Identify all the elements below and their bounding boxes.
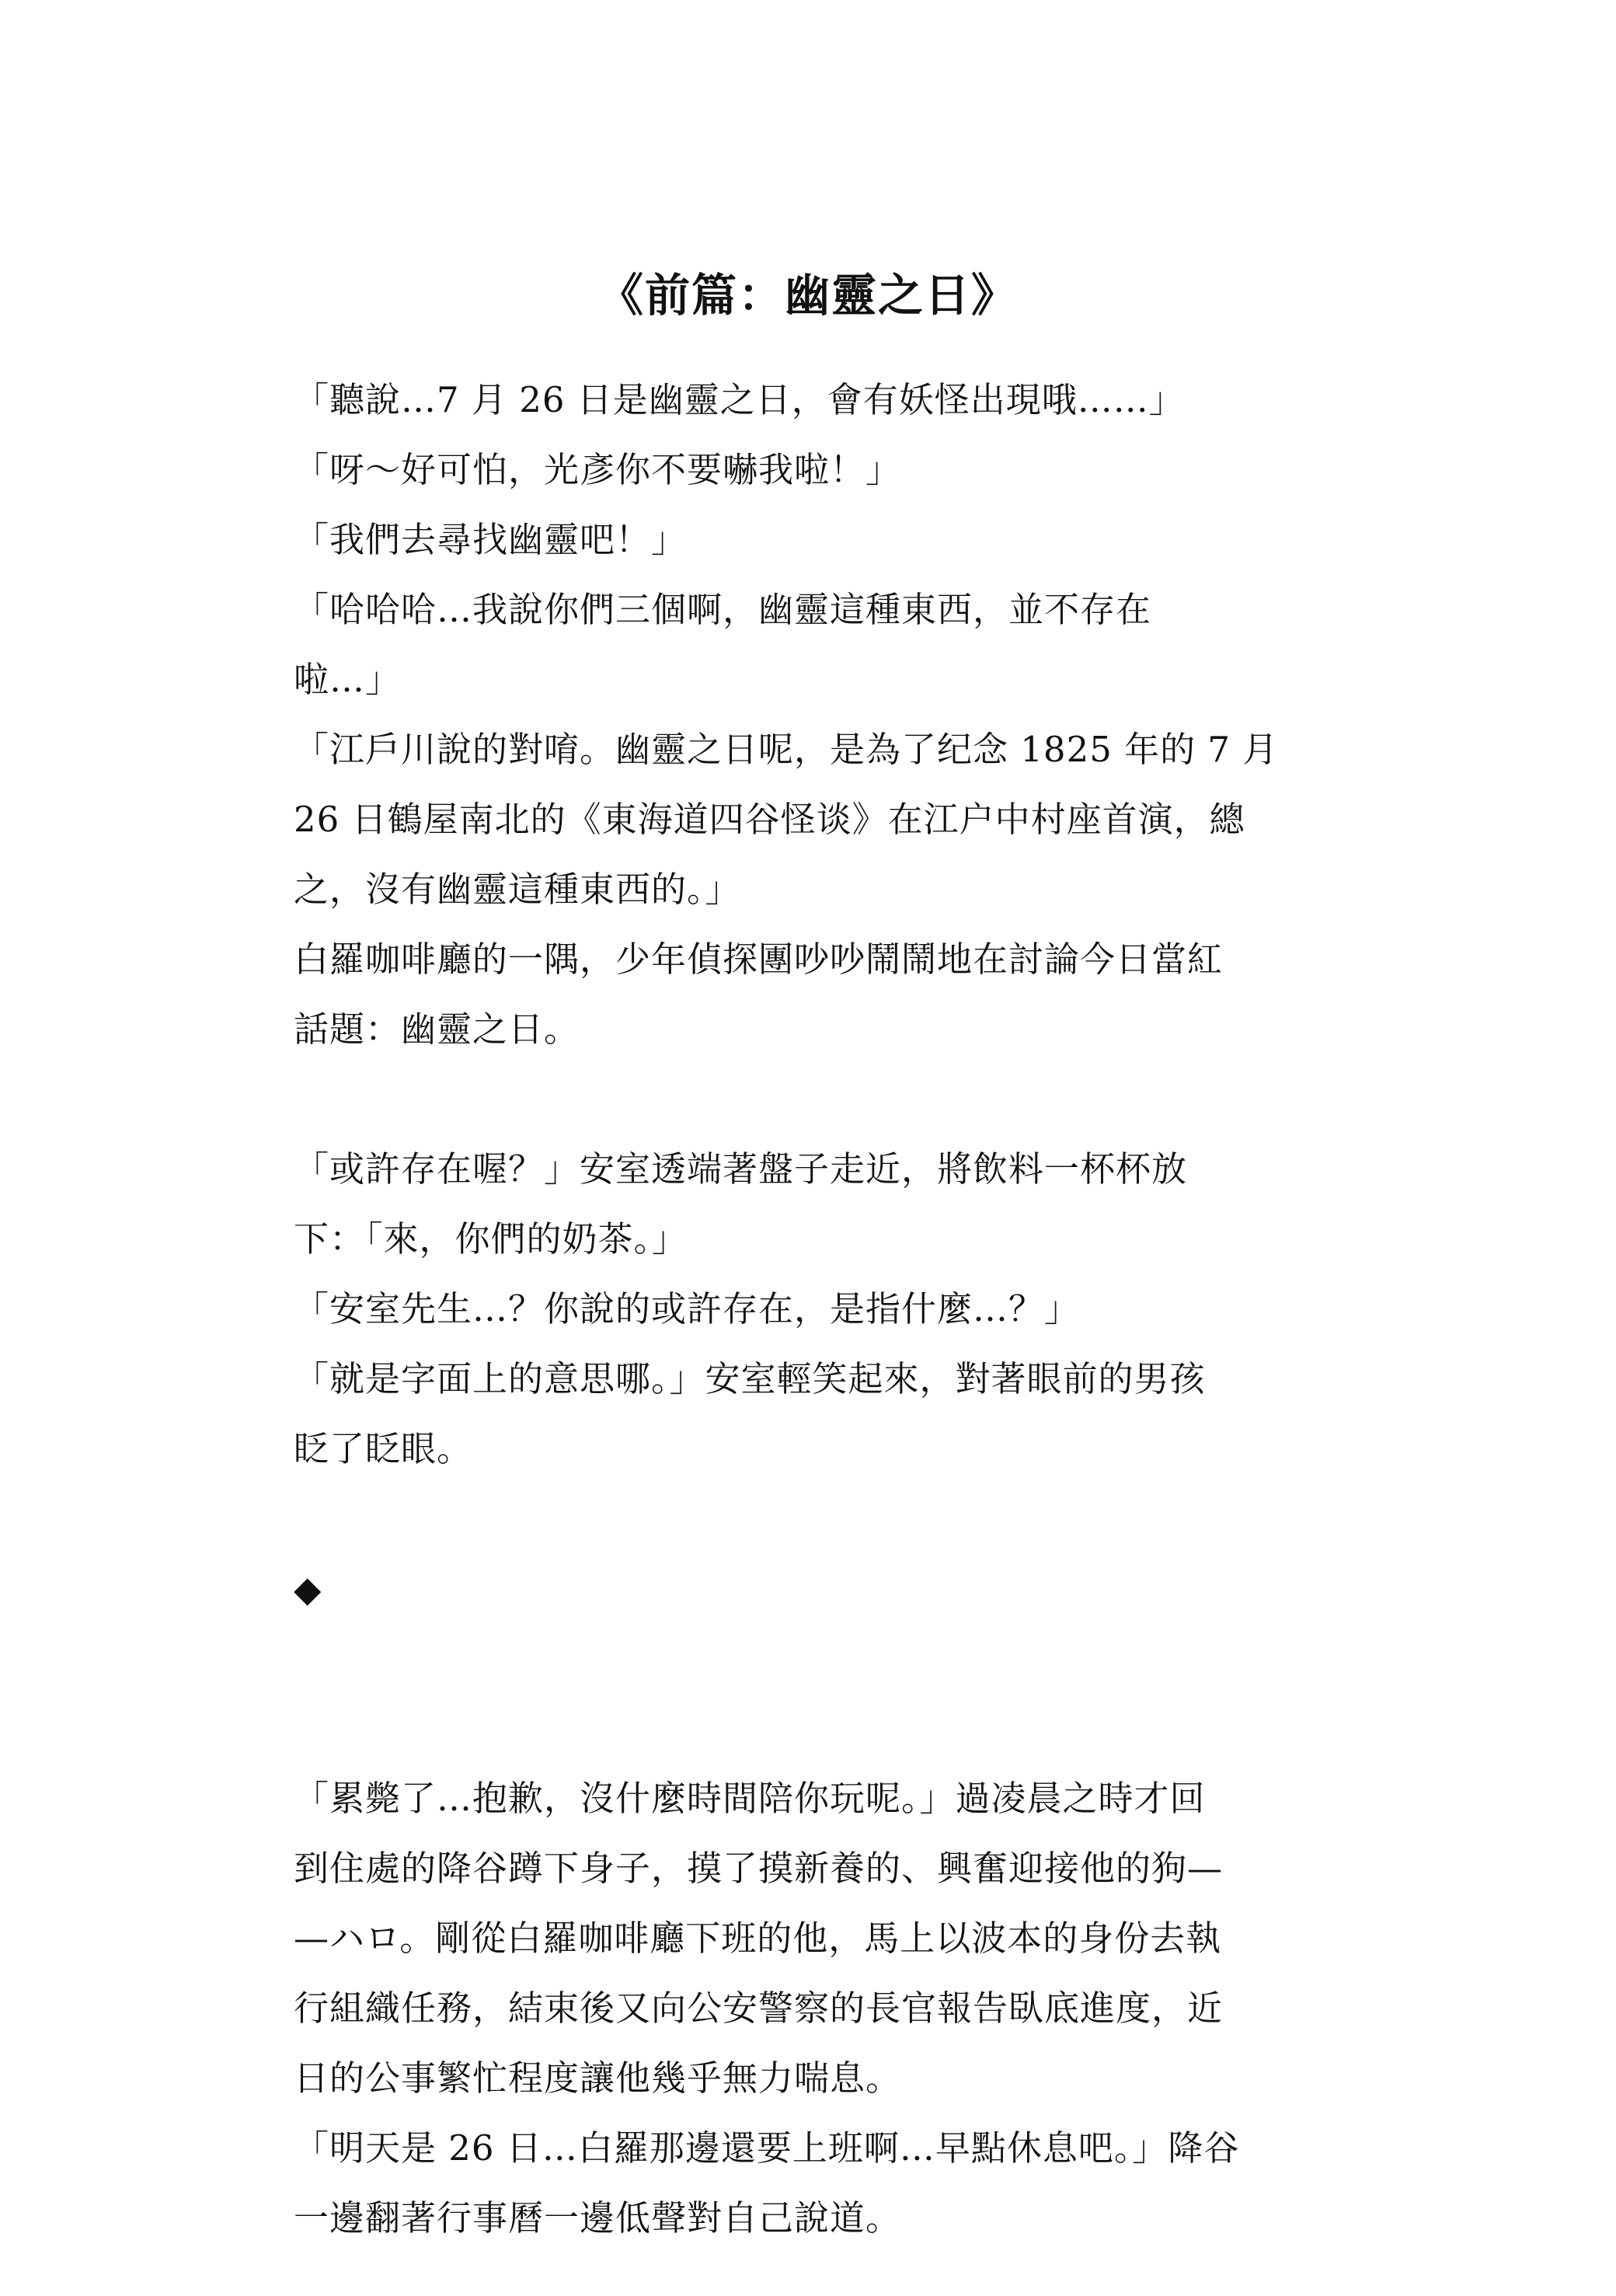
text-line: 「我們去尋找幽靈吧！」 [294, 519, 688, 560]
text-line: 「哈哈哈…我說你們三個啊，幽靈這種東西，並不存在 [294, 589, 1152, 630]
blank-line [294, 1484, 1335, 1554]
text-line: 「累斃了…抱歉，沒什麼時間陪你玩呢。」過凌晨之時才回 [294, 1778, 1206, 1819]
text-line: 「聽說…7 月 26 日是幽靈之日，會有妖怪出現哦……」 [294, 379, 1185, 420]
text-line: 26 日鶴屋南北的《東海道四谷怪谈》在江户中村座首演，總 [294, 799, 1245, 840]
text-line: 「江戶川說的對唷。幽靈之日呢，是為了纪念 1825 年的 7 月 [294, 729, 1279, 770]
blank-line [294, 1694, 1335, 1764]
section-divider-diamond: ◆ [294, 1568, 322, 1610]
text-line: 日的公事繁忙程度讓他幾乎無力喘息。 [294, 2057, 902, 2099]
text-line: 「就是字面上的意思哪。」安室輕笑起來，對著眼前的男孩 [294, 1358, 1206, 1399]
text-line: 白羅咖啡廳的一隅，少年偵探團吵吵鬧鬧地在討論今日當紅 [294, 939, 1224, 980]
text-line: 話題：幽靈之日。 [294, 1009, 580, 1050]
document-title: 《前篇：幽靈之日》 [597, 269, 1018, 322]
text-line: 一邊翻著行事曆一邊低聲對自己說道。 [294, 2197, 902, 2239]
text-line: —ハロ。剛從白羅咖啡廳下班的他，馬上以波本的身份去執 [294, 1918, 1222, 1959]
text-line: 到住處的降谷蹲下身子，摸了摸新養的、興奮迎接他的狗— [294, 1848, 1224, 1889]
text-line: 「呀～好可怕，光彥你不要嚇我啦！」 [294, 449, 902, 490]
text-line: 之，沒有幽靈這種東西的。」 [294, 869, 741, 910]
blank-line [294, 1624, 1335, 1694]
text-line: 「安室先生…？你說的或許存在，是指什麼…？」 [294, 1288, 1081, 1329]
text-line: 下：「來，你們的奶茶。」 [294, 1218, 688, 1259]
text-line: 啦…」 [294, 659, 402, 700]
text-line: 「或許存在喔？」安室透端著盤子走近，將飲料一杯杯放 [294, 1148, 1188, 1190]
text-line: 行組織任務，結束後又向公安警察的長官報告臥底進度，近 [294, 1988, 1224, 2029]
text-line: 眨了眨眼。 [294, 1428, 473, 1469]
text-line: 「明天是 26 日…白羅那邊還要上班啊…早點休息吧。」降谷 [294, 2127, 1240, 2169]
document-body [294, 365, 1335, 2253]
blank-line [294, 1064, 1335, 1134]
